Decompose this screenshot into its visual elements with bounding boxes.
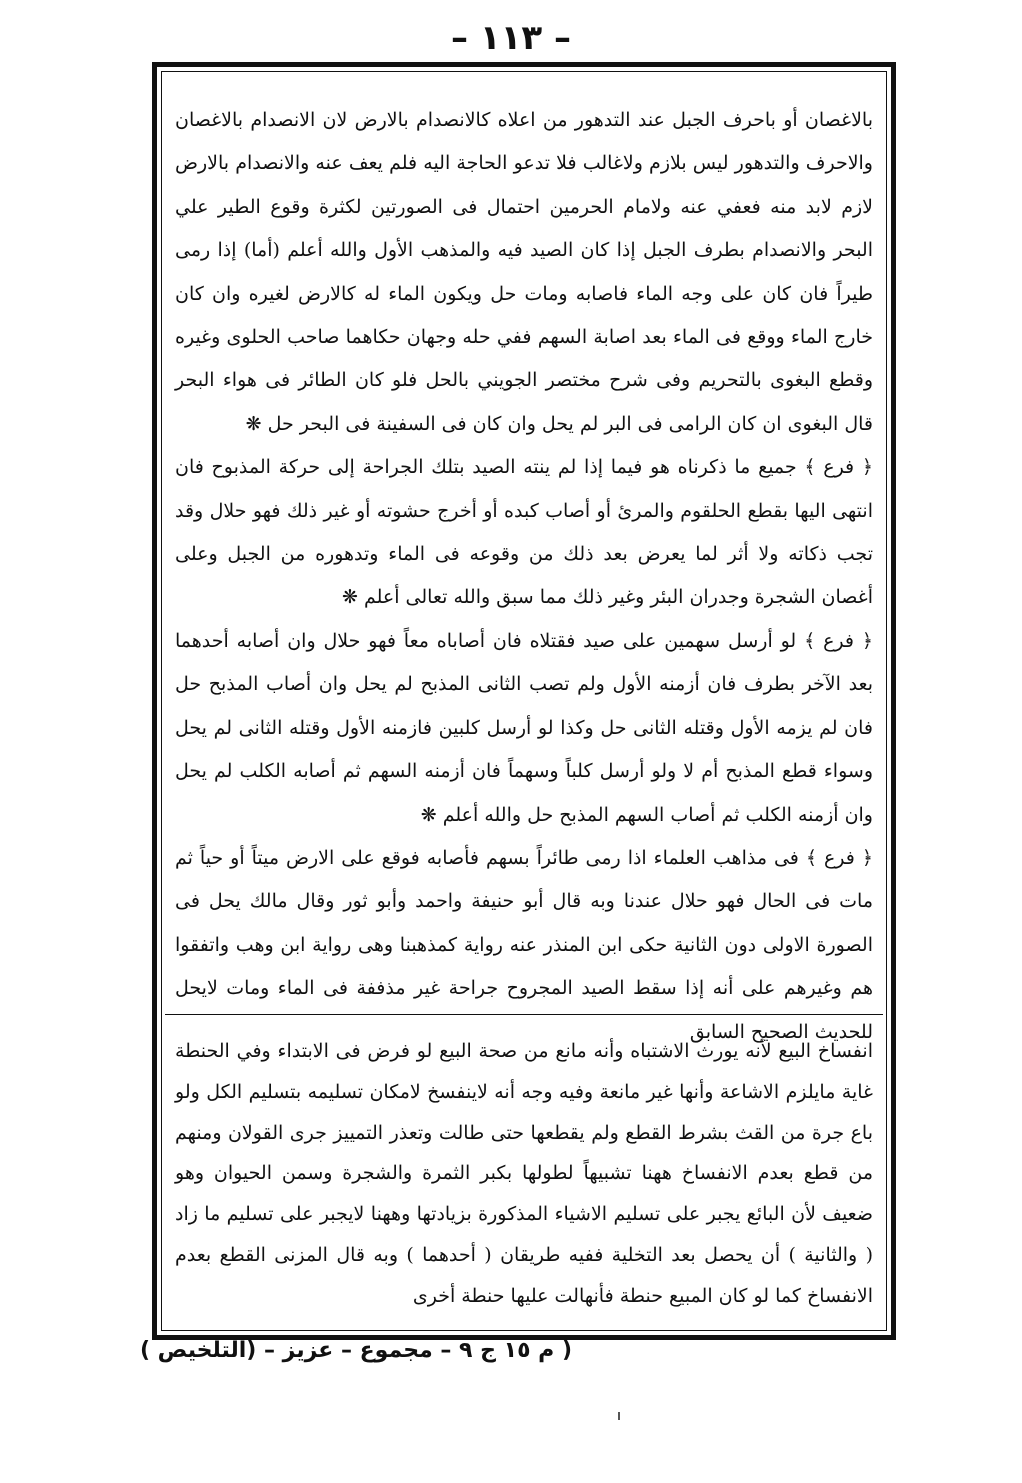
paragraph: ﴿ فرع ﴾ لو أرسل سهمين على صيد فقتلاه فان أصاباه معاً فهو حلال وان أصابه أحدهما بعد الآخر بطرف فان أزمنه الأول ولم تصب الثانى المذبح لم يحل وان أصاب المذبح حل فان لم يزمه الأول وقتله الثانى حل وكذا لو أرسل كلبين فازمنه الأول وقتله الثانى لم يحل وسواء قطع المذبح أم لا ولو أرسل كلباً وسهماً فان أزمنه السهم ثم أصابه الكلب لم يحل وان أزمنه الكلب ثم أصاب السهم المذبح حل والله أعلم ❋	[175, 629, 873, 826]
page-frame	[152, 62, 896, 1340]
paragraph: ﴿ فرع ﴾ فى مذاهب العلماء اذا رمى طائراً بسهم فأصابه فوقع على الارض ميتاً أو حياً ثم مات فى الحال فهو حلال عندنا وبه قال أبو حنيفة واحمد وأبو ثور وقال مالك يحل فى الصورة الاولى دون الثانية حكى ابن المنذر عنه رواية كمذهبنا وهى رواية ابن وهب واتفقوا هم وغيرهم على أنه إذا سقط الصيد المجروح جراحة غير مذففة فى الماء ومات لايحل للحديث الصحيح السابق	[175, 846, 873, 1043]
notes-text	[175, 1031, 873, 1317]
page-number: – ١١٣ –	[451, 18, 571, 58]
footer-signature: ( م ١٥ ج ٩ – مجموع – عزيز – (التلخيص )	[139, 1338, 572, 1363]
stray-mark	[618, 1412, 620, 1420]
main-text	[175, 99, 873, 1054]
paragraph: بالاغصان أو باحرف الجبل عند التدهور من اعلاه كالانصدام بالارض لان الانصدام بالاغصان والاحرف والتدهور ليس بلازم ولاغالب فلا تدعو الحاجة اليه فلم يعف عنه والانصدام بالارض لازم لابد منه فعفي عنه ولامام الحرمين احتمال فى الصورتين لكثرة وقوع الطير علي البحر والانصدام بطرف الجبل إذا كان الصيد فيه والمذهب الأول والله أعلم (أما) إذا رمى طيراً فان كان على وجه الماء فاصابه ومات حل ويكون الماء له كالارض لغيره وان كان خارج الماء ووقع فى الماء بعد اصابة السهم ففي حله وجهان حكاهما صاحب الحلوى وغيره وقطع البغوى بالتحريم وفى شرح مختصر الجويني بالحل فلو كان الطائر فى هواء البحر قال البغوى ان كان الرامى فى البر لم يحل وان كان فى السفينة فى البحر حل ❋	[175, 109, 873, 435]
paragraph: ﴿ فرع ﴾ جميع ما ذكرناه هو فيما إذا لم ينته الصيد بتلك الجراحة إلى حركة المذبوح فان انتهى اليها بقطع الحلقوم والمرئ أو أصاب كبده أو أخرج حشوته أو غير ذلك فهو حلال وقد تجب ذكاته ولا أثر لما يعرض بعد ذلك من وقوعه فى الماء وتدهوره من الجبل وعلى أغصان الشجرة وجدران البئر وغير ذلك مما سبق والله تعالى أعلم ❋	[175, 456, 873, 609]
divider	[165, 1014, 883, 1015]
notes-paragraph: انفساخ البيع لأنه يورث الاشتباه وأنه مانع من صحة البيع لو فرض فى الابتداء وفي الحنطة غاية مايلزم الاشاعة وأنها غير مانعة وفيه وجه أنه لاينفسخ لامكان تسليمه بتسليم الكل ولو باع جرة من القث بشرط القطع ولم يقطعها حتى طالت وتعذر التمييز جرى القولان ومنهم من قطع بعدم الانفساخ ههنا تشبيهاً لطولها بكبر الثمرة والشجرة وسمن الحيوان وهو ضعيف لأن البائع يجبر على تسليم الاشياء المذكورة بزيادتها وههنا لايجبر على تسليم ما زاد ( والثانية ) أن يحصل بعد التخلية ففيه طريقان ( أحدهما ) وبه قال المزنى القطع بعدم الانفساخ كما لو كان المبيع حنطة فأنهالت عليها حنطة أخرى	[175, 1040, 873, 1307]
